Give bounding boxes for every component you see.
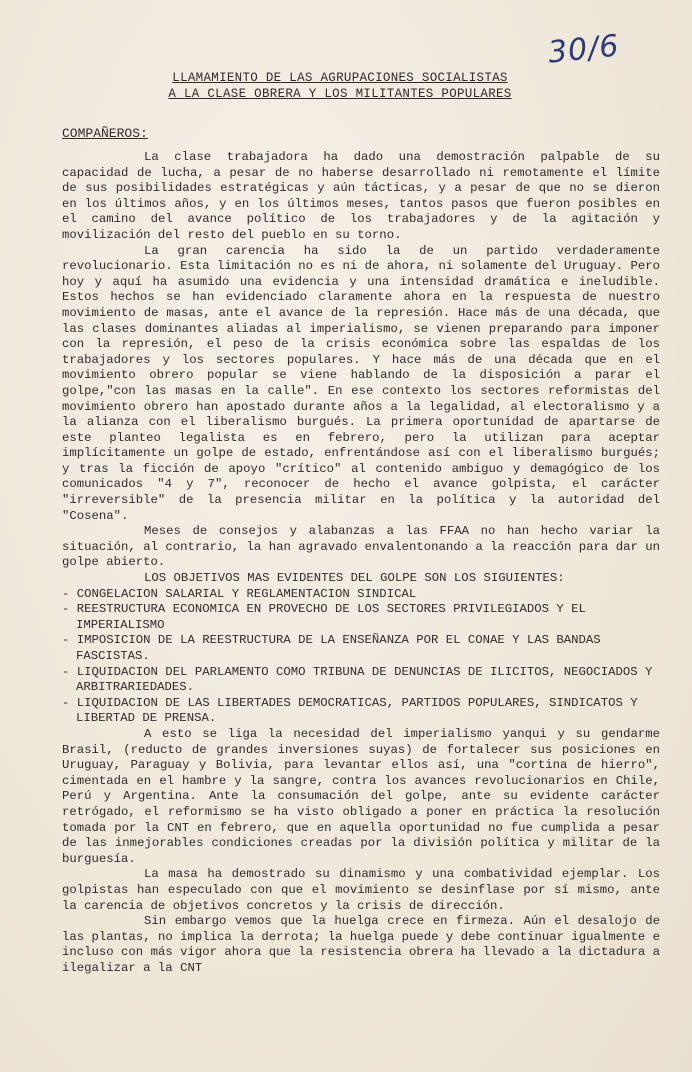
title-line-1: LLAMAMIENTO DE LAS AGRUPACIONES SOCIALISTAS <box>172 71 508 85</box>
objective-item: - REESTRUCTURA ECONOMICA EN PROVECHO DE LOS SECTORES PRIVILEGIADOS Y EL IMPERIALISMO <box>62 602 586 632</box>
document-title <box>150 70 530 102</box>
closing-paragraph-1: A esto se liga la necesidad del imperialismo yanqui y su gendarme Brasil, (reducto de grandes inversiones suyas) de fortalecer sus posiciones en Uruguay, Paraguay y Bolivia, para levantar ellos así, una "cortina de hierro", cimentada en el hambre y la sangre, contra los avances revolucionarios en Chile, Perú y Argentina. Ante la consumación del golpe, ante su evidente carácter retrógado, el reformismo se ha visto obligado a poner en práctica la resolución tomada por la CNT en febrero, que en aquella oportunidad no fue cumplida a pesar de las inmejorables condiciones creadas por la división política y militar de la burguesía. <box>62 726 660 866</box>
handwritten-annotation: 30/6 <box>546 28 622 71</box>
paragraph-3: Meses de consejos y alabanzas a las FFAA no han hecho variar la situación, al contrario, la han agravado envalentonando a la reacción para dar un golpe abierto. <box>62 524 660 570</box>
salutation: COMPAÑEROS: <box>62 126 148 141</box>
paragraph-1: La clase trabajadora ha dado una demostración palpable de su capacidad de lucha, a pesar de no haberse desarrollado ni remotamente el límite de sus posibilidades estratégicas y aún tácticas, y a pesar de que no se dieron en los últimos años, y en los últimos meses, tantos pasos que fueron posibles en el camino del avance político de los trabajadores y de la agitación y movilización del resto del pueblo en su torno. <box>62 150 660 242</box>
closing-paragraph-3: Sin embargo vemos que la huelga crece en firmeza. Aún el desalojo de las plantas, no implica la derrota; la huelga puede y debe continuar igualmente e incluso con más vigor ahora que la resistencia obrera ha llevado a la dictadura a ilegalizar a la CNT <box>62 914 660 975</box>
document-body <box>62 150 660 976</box>
objectives-list <box>62 587 660 727</box>
objective-item: - IMPOSICION DE LA REESTRUCTURA DE LA ENSEÑANZA POR EL CONAE Y LAS BANDAS FASCISTAS. <box>62 633 601 663</box>
objective-item: - LIQUIDACION DE LAS LIBERTADES DEMOCRATICAS, PARTIDOS POPULARES, SINDICATOS Y LIBERTAD DE PRENSA. <box>62 695 638 726</box>
paragraph-2: La gran carencia ha sido la de un partido verdaderamente revolucionario. Esta limitación no es ni de ahora, ni solamente del Uruguay. Pero hoy y aquí ha asumido una evidencia y una intensidad dramática e ineludible. Estos hechos se han evidenciado claramente ahora en la respuesta de nuestro movimiento de masas, ante el avance de la represión. Hace más de una década, que las clases dominantes aliadas al imperialismo, se vienen preparando para imponer con la represión, el peso de la crisis económica sobre las espaldas de los trabajadores y los sectores populares. Y hace más de una década que en el movimiento obrero popular se viene hablando de la disposición a parar el golpe,"con las masas en la calle". En ese contexto los sectores reformistas del movimiento obrero han apostado durante años a la legalidad, al electoralismo y a la alianza con el liberalismo burgués. La primera oportunidad de apartarse de este planteo legalista es en febrero, pero la utilizan para aceptar implícitamente un golpe de estado, enfrentándose así con el liberalismo burgués; y tras la ficción de apoyo "crítico" al contenido ambiguo y demagógico de los comunicados "4 y 7", reconocer de hecho el avance golpista, el carácter "irreversible" de la presencia militar en la política y la autoridad del "Cosena". <box>62 243 660 523</box>
objective-item: - LIQUIDACION DEL PARLAMENTO COMO TRIBUNA DE DENUNCIAS DE ILICITOS, NEGOCIADOS Y ARBITRARIEDADES. <box>62 664 653 695</box>
objective-item: - CONGELACION SALARIAL Y REGLAMENTACION SINDICAL <box>62 586 417 601</box>
title-line-2: A LA CLASE OBRERA Y LOS MILITANTES POPULARES <box>168 87 512 101</box>
objectives-heading: LOS OBJETIVOS MAS EVIDENTES DEL GOLPE SON LOS SIGUIENTES: <box>144 571 565 586</box>
closing-paragraph-2: La masa ha demostrado su dinamismo y una combatividad ejemplar. Los golpistas han especulado con que el movimiento se desinflase por sí mismo, ante la carencia de objetivos concretos y la crisis de dirección. <box>62 867 660 913</box>
